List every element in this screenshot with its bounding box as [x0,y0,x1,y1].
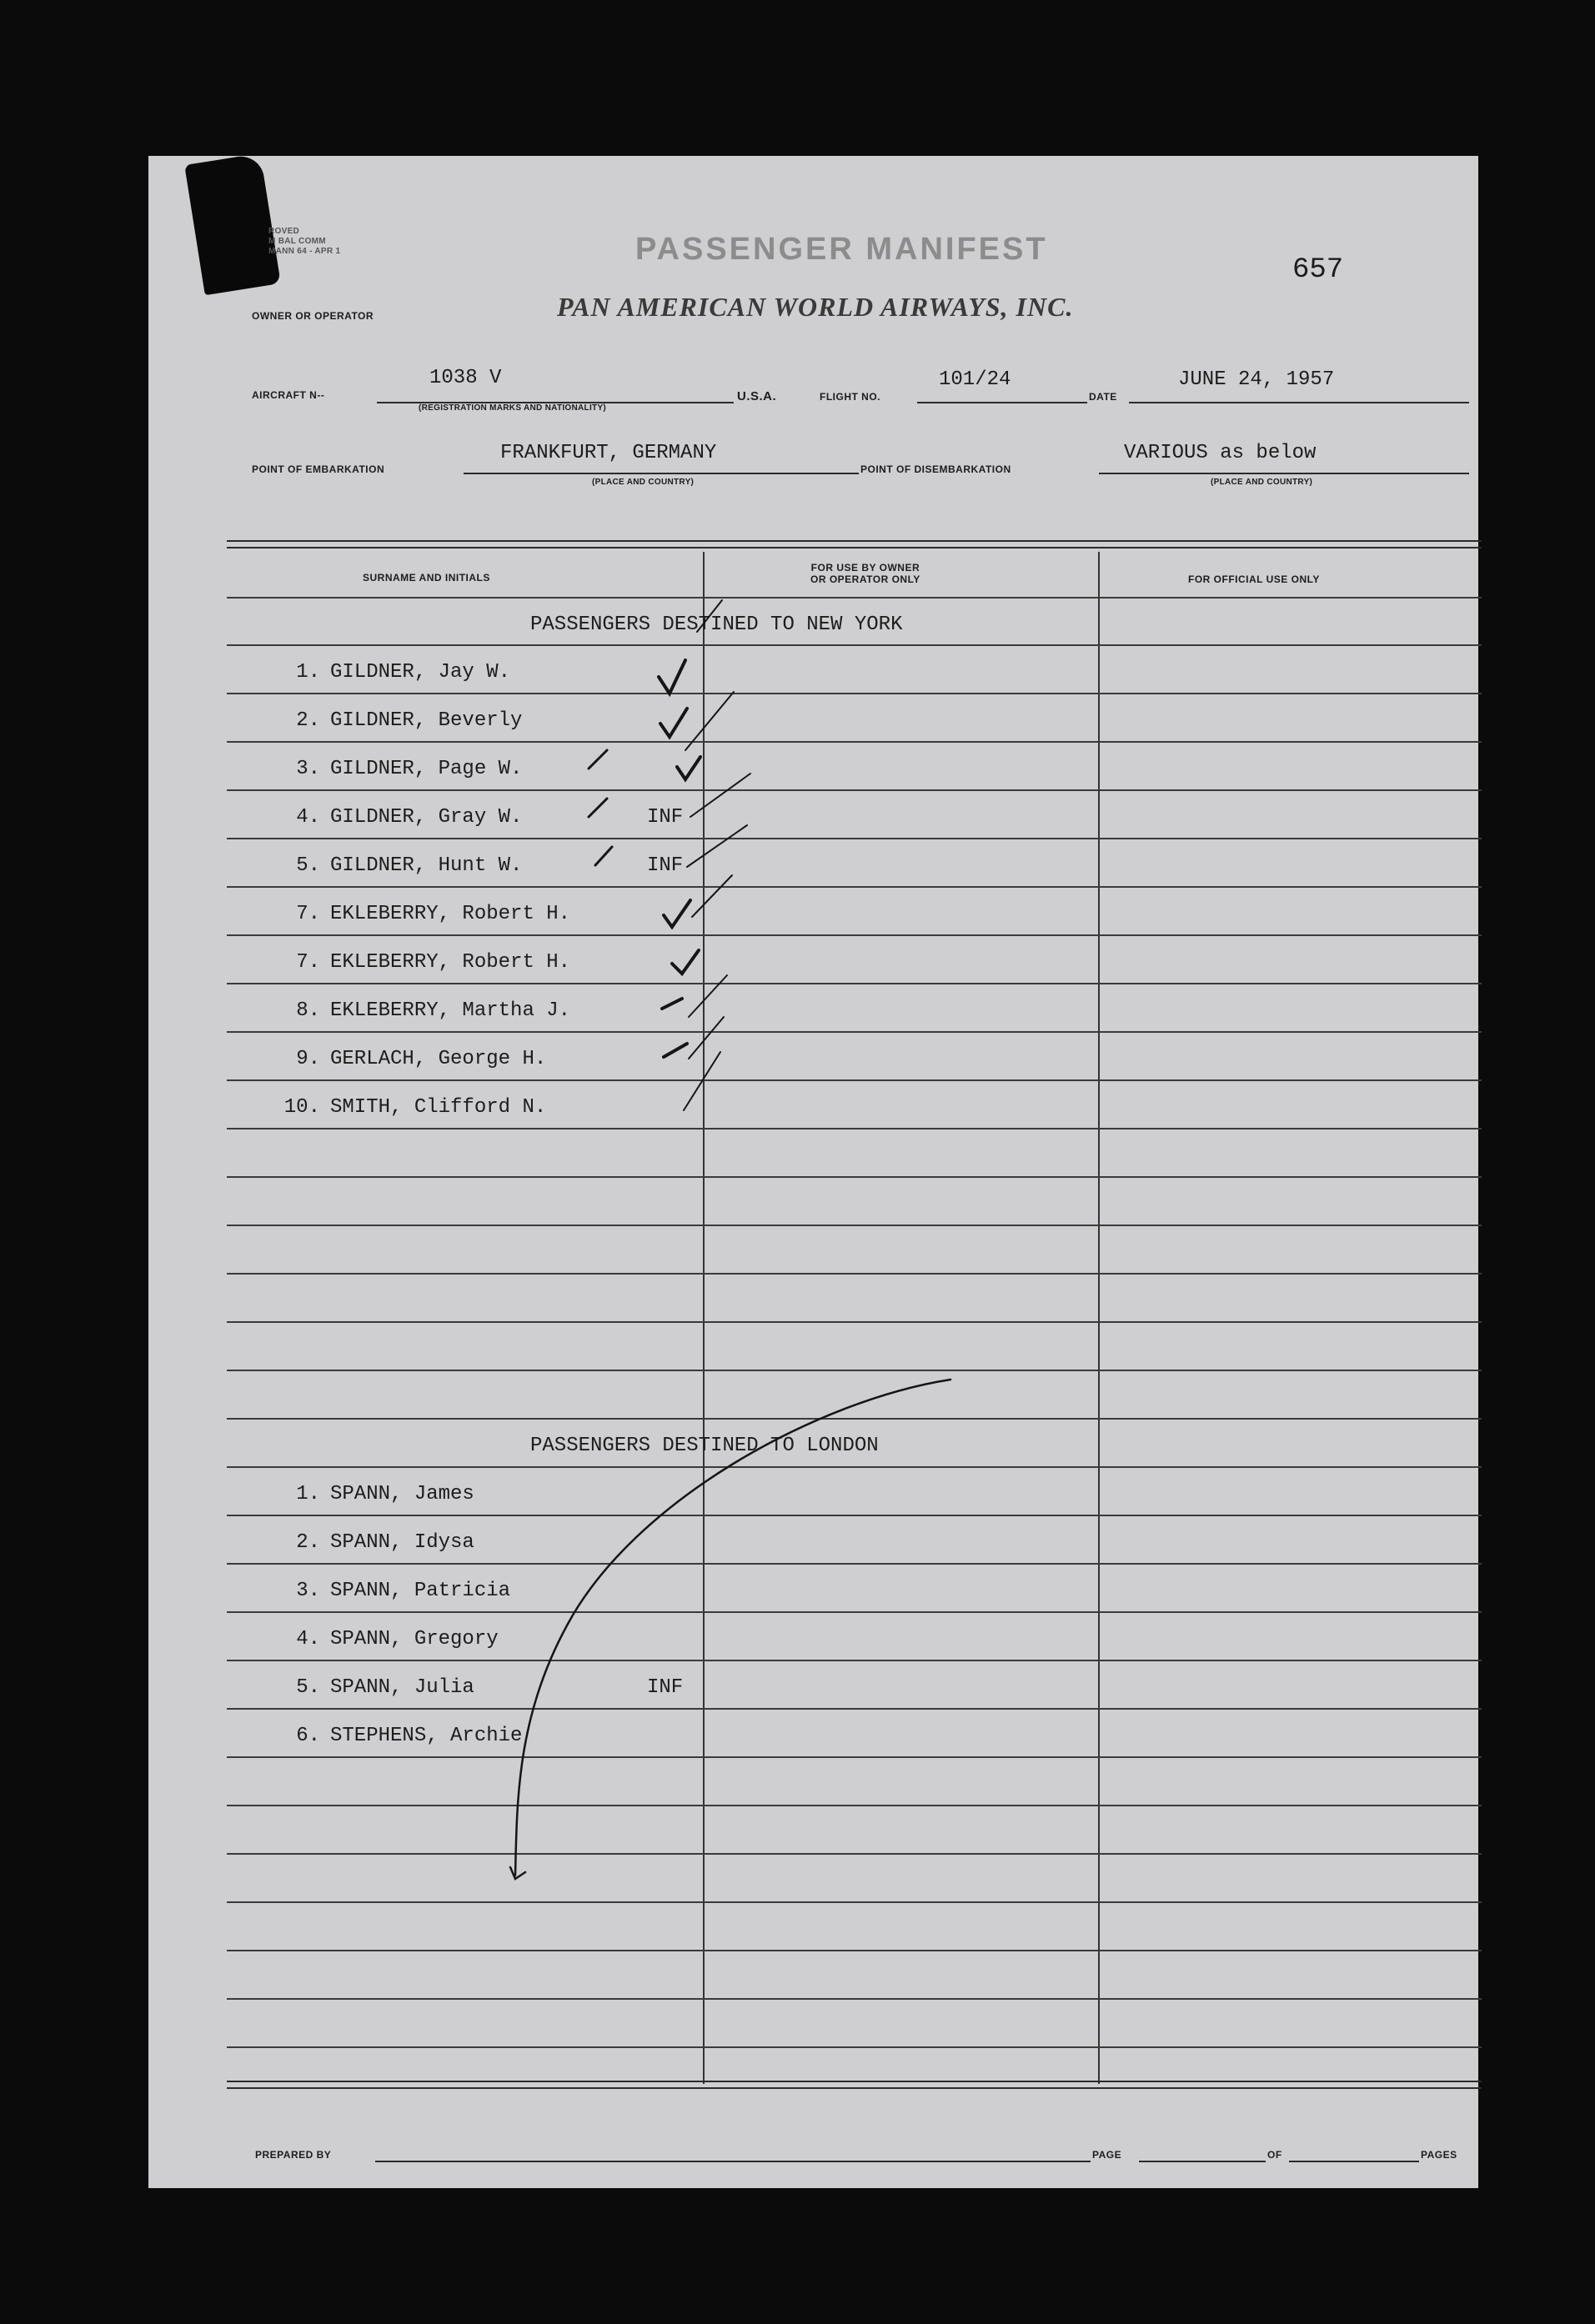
passenger-name: GILDNER, Jay W. [330,661,511,684]
date-label: DATE [1089,391,1117,403]
aircraft-label: AIRCRAFT N-- [252,389,325,401]
infant-note: INF [647,806,684,829]
of-label: OF [1267,2149,1282,2161]
document-title: PASSENGER MANIFEST [635,232,1048,267]
embarkation-label: POINT OF EMBARKATION [252,463,385,475]
col-header-official: FOR OFFICIAL USE ONLY [1188,573,1320,585]
check-mark [660,709,687,737]
passenger-number: 1. [296,661,320,684]
passenger-name: GILDNER, Page W. [330,758,523,780]
section-heading-new-york: PASSENGERS DESTINED TO NEW YORK [530,614,903,636]
passenger-number: 2. [296,709,320,732]
passenger-number: 4. [296,1628,320,1650]
passenger-name: SPANN, Gregory [330,1628,499,1650]
strike-line [697,600,722,632]
passenger-number: 6. [296,1725,320,1747]
strike-line [689,975,727,1017]
passenger-name: GILDNER, Gray W. [330,806,523,829]
passenger-number: 1. [296,1483,320,1505]
passenger-number: 3. [296,758,320,780]
passenger-name: GILDNER, Hunt W. [330,854,523,877]
passenger-number: 3. [296,1580,320,1602]
sweep-hook [510,1867,525,1879]
strike-line [689,1017,724,1059]
disembarkation-label: POINT OF DISEMBARKATION [860,463,1011,475]
stamp-line: MANN 64 - APR 1 [268,247,341,256]
company-name: PAN AMERICAN WORLD AIRWAYS, INC. [557,292,1074,322]
passenger-name: SPANN, Patricia [330,1580,511,1602]
infant-note: INF [647,854,684,877]
check-mark [664,900,690,927]
check-mark [677,757,700,779]
passenger-number: 7. [296,903,320,925]
page-number: 657 [1292,254,1344,286]
embarkation-sublabel: (PLACE AND COUNTRY) [592,478,695,487]
passenger-number: 8. [296,999,320,1022]
passenger-number: 7. [296,951,320,974]
check-mark [672,950,699,974]
passenger-name: SPANN, Julia [330,1676,474,1699]
stamp-line: M BAL COMM [268,237,326,246]
stamp-line: ROVED [268,227,300,236]
col-header-surname: SURNAME AND INITIALS [363,572,490,584]
passenger-name: GERLACH, George H. [330,1048,547,1070]
page-underline [1139,2161,1266,2162]
section-heading-london: PASSENGERS DESTINED TO LONDON [530,1435,879,1457]
prepared-by-underline [375,2161,1091,2162]
aircraft-sublabel: (REGISTRATION MARKS AND NATIONALITY) [419,403,607,413]
tick-stroke [589,750,607,769]
strike-line [684,1052,720,1110]
check-mark [662,999,682,1009]
country-label: U.S.A. [737,389,777,403]
passenger-number: 9. [296,1048,320,1070]
owner-label: OWNER OR OPERATOR [252,310,374,322]
passenger-name: SPANN, James [330,1483,474,1505]
aircraft-value: 1038 V [429,367,502,389]
passenger-name: EKLEBERRY, Robert H. [330,903,571,925]
strike-line [687,825,747,867]
tick-stroke [589,799,607,817]
passenger-number: 2. [296,1531,320,1554]
strike-line [685,692,734,750]
of-underline [1289,2161,1419,2162]
passenger-name: SMITH, Clifford N. [330,1096,547,1119]
disembarkation-sublabel: (PLACE AND COUNTRY) [1211,478,1313,487]
passenger-number: 4. [296,806,320,829]
col-header-operator-line: FOR USE BY OWNER [810,562,920,573]
passenger-name: EKLEBERRY, Martha J. [330,999,571,1022]
disembarkation-value: VARIOUS as below [1124,442,1317,464]
flight-label: FLIGHT NO. [820,391,880,403]
date-value: JUNE 24, 1957 [1178,368,1335,391]
sweep-curve [515,1380,950,1876]
passenger-name: SPANN, Idysa [330,1531,474,1554]
flight-value: 101/24 [939,368,1011,391]
passenger-name: STEPHENS, Archie [330,1725,523,1747]
check-mark [659,660,685,694]
check-mark [664,1044,687,1057]
passenger-number: 5. [296,854,320,877]
passenger-name: EKLEBERRY, Robert H. [330,951,571,974]
strike-line [692,875,732,917]
tick-stroke [595,847,612,865]
page-label: PAGE [1092,2149,1122,2161]
strike-line [690,774,750,817]
pages-label: PAGES [1421,2149,1457,2161]
col-header-operator-line: OR OPERATOR ONLY [810,573,920,585]
infant-note: INF [647,1676,684,1699]
prepared-by-label: PREPARED BY [255,2149,332,2161]
passenger-number: 5. [296,1676,320,1699]
passenger-name: GILDNER, Beverly [330,709,523,732]
passenger-number: 10. [283,1096,320,1119]
embarkation-value: FRANKFURT, GERMANY [500,442,717,464]
